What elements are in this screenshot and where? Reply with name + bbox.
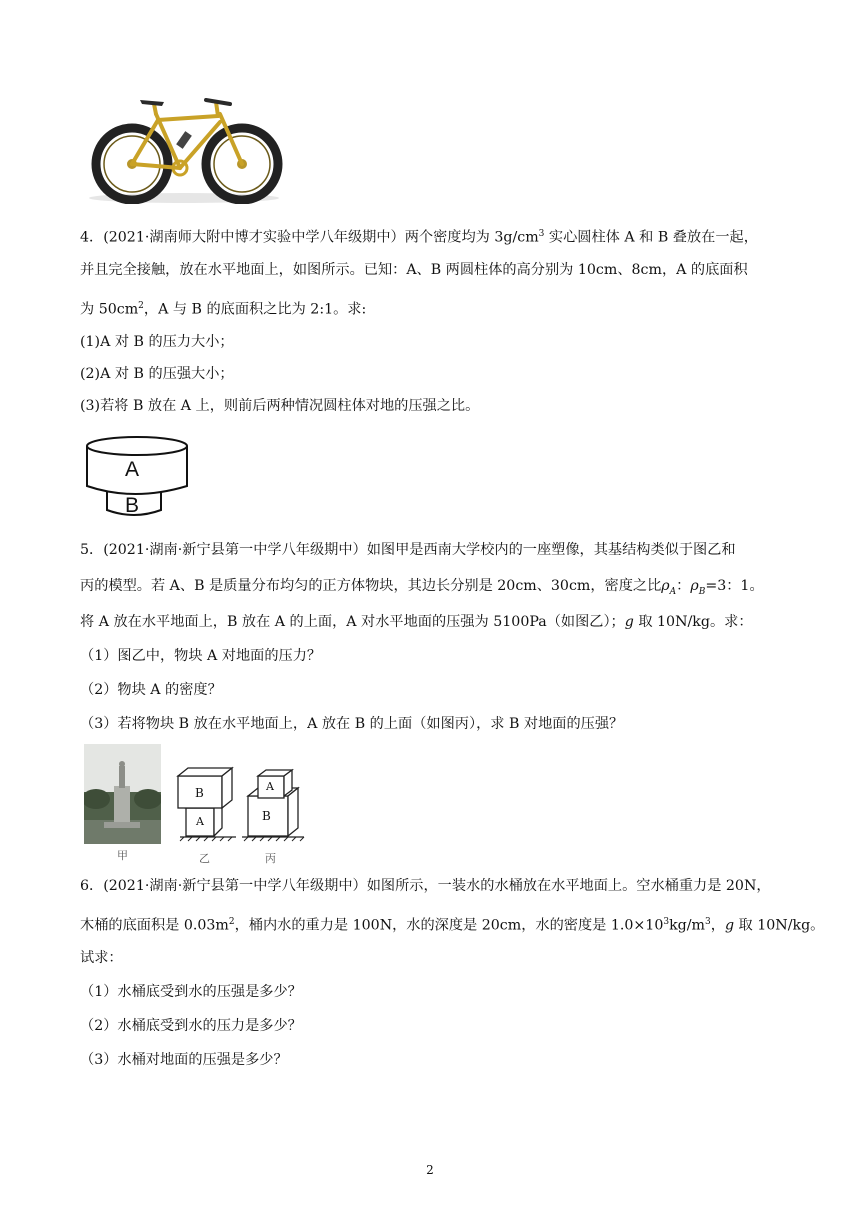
cylinders-figure	[84, 432, 190, 522]
q6-sub-question-1: （1）水桶底受到水的压强是多少？	[80, 984, 302, 1000]
q6-sub-question-2: （2）水桶底受到水的压力是多少？	[80, 1018, 302, 1034]
q5-intro-line-3: 将 A 放在水平地面上，B 放在 A 的上面，A 对水平地面的压强为 5100Pa（如图乙）；g 取 10N/kg。求：	[80, 614, 753, 630]
figure-label-bing: 丙	[265, 852, 276, 865]
q6-sub-question-3: （3）水桶对地面的压强是多少？	[80, 1052, 288, 1068]
statue-photo	[84, 744, 161, 844]
cylinder-b-label: B	[125, 494, 140, 517]
block-a-label-yi: A	[196, 815, 204, 828]
blocks-figure	[176, 762, 312, 842]
cylinder-a-label: A	[125, 458, 140, 481]
q4-intro-line-2: 并且完全接触，放在水平地面上，如图所示。已知：A、B 两圆柱体的高分别为 10cm、8cm，A 的底面积	[80, 262, 748, 278]
q5-intro-line-1: 5．(2021·湖南·新宁县第一中学八年级期中）如图甲是西南大学校内的一座塑像，其基结构类似于图乙和	[80, 542, 736, 558]
q4-sub-question-1: (1)A 对 B 的压力大小；	[80, 334, 234, 350]
q5-sub-question-1: （1）图乙中，物块 A 对地面的压力？	[80, 648, 322, 664]
q4-intro-line-1: 4．(2021·湖南师大附中博才实验中学八年级期中）两个密度均为 $3g/cm^3$ 实心圆柱体 A 和 B 叠放在一起，	[80, 229, 758, 246]
block-a-label-bing: A	[266, 780, 274, 793]
q6-intro-line-3: 试求：	[80, 950, 123, 966]
figure-label-yi: 乙	[199, 852, 210, 865]
q6-intro-line-2: 木桶的底面积是 $0.03m^2$，桶内水的重力是 100N，水的深度是 20cm，水的密度是 $1.0\times 10^3kg/m^3$，g 取 10N/kg。	[80, 917, 825, 934]
q5-intro-line-2: 丙的模型。若 A、B 是质量分布均匀的正方体物块，其边长分别是 20cm、30cm，密度之比$\rho_A$：$\rho_B=3$：1。	[80, 578, 764, 597]
block-b-label-yi: B	[195, 786, 204, 800]
q6-intro-line-1: 6．(2021·湖南·新宁县第一中学八年级期中）如图所示，一装水的水桶放在水平地面上。空水桶重力是 20N，	[80, 878, 771, 894]
page-number: 2	[426, 1163, 434, 1177]
q5-sub-question-3: （3）若将物块 B 放在水平地面上，A 放在 B 的上面（如图丙），求 B 对地面的压强？	[80, 716, 624, 732]
q4-intro-line-3: 为 $50cm^2$，A 与 B 的底面积之比为 2:1。求:	[80, 301, 367, 318]
q4-sub-question-3: (3)若将 B 放在 A 上，则前后两种情况圆柱体对地的压强之比。	[80, 398, 480, 414]
block-b-label-bing: B	[262, 809, 271, 823]
q4-sub-question-2: (2)A 对 B 的压强大小；	[80, 366, 234, 382]
q5-sub-question-2: （2）物块 A 的密度？	[80, 682, 222, 698]
bicycle-image	[84, 92, 284, 204]
figure-label-jia: 甲	[117, 849, 128, 862]
